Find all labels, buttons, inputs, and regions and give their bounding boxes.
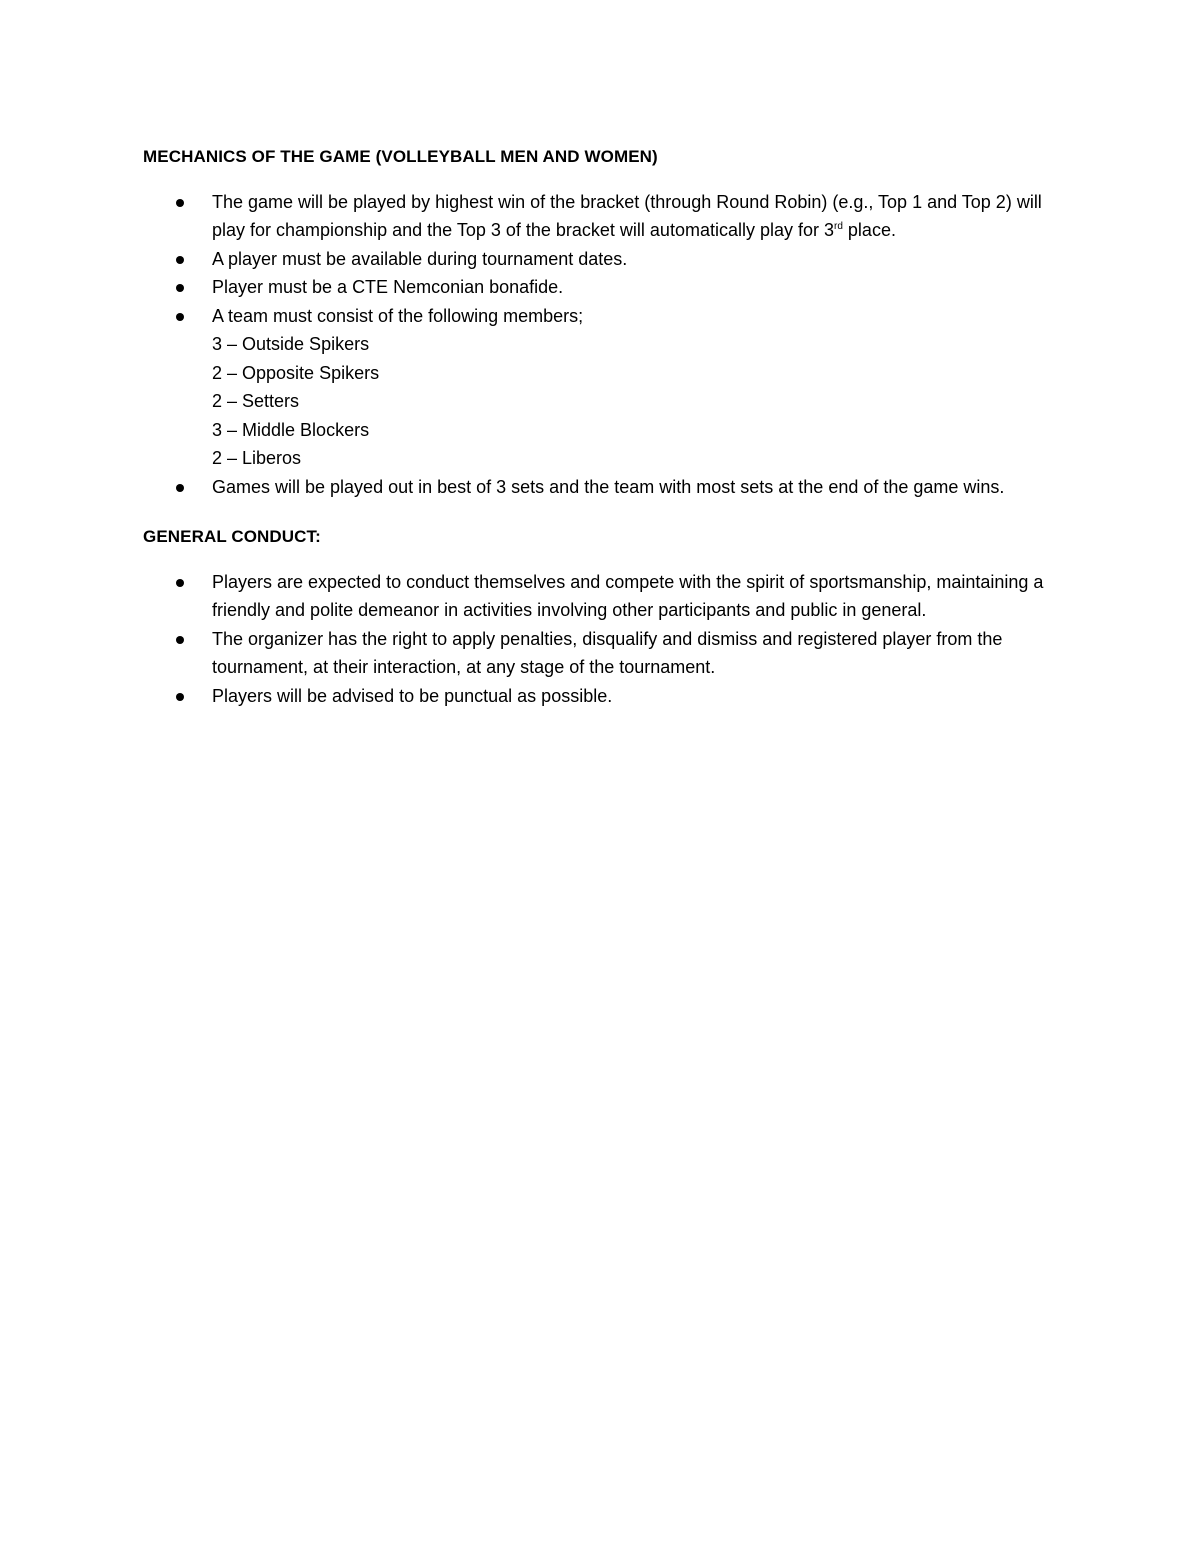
- bullet-icon: [176, 636, 184, 644]
- bullet-icon: [176, 484, 184, 492]
- bullet-icon: [176, 199, 184, 207]
- team-member-line: 3 – Middle Blockers: [212, 419, 370, 440]
- rule-text-tail: place.: [842, 220, 896, 240]
- rule-text: Players are expected to conduct themselves and compete with the spirit of sportsmanship, maintaining a friendly and polite demeanor in activities involving other participants and public in general.: [212, 571, 1044, 620]
- rule-text: A player must be available during tournament dates.: [212, 248, 628, 269]
- list-item: [143, 245, 1073, 274]
- list-item: [143, 473, 1073, 502]
- conduct-rules-list: [143, 568, 1073, 711]
- list-item: [143, 682, 1073, 711]
- team-member-line: 3 – Outside Spikers: [212, 334, 370, 354]
- list-item: [143, 568, 1073, 625]
- list-item: [143, 188, 1073, 245]
- rule-text: Players will be advised to be punctual as possible.: [212, 685, 613, 706]
- rule-text: Player must be a CTE Nemconian bonafide.: [212, 277, 564, 297]
- ordinal-suffix: rd: [834, 221, 843, 232]
- list-item: [143, 273, 1073, 302]
- rule-text: A team must consist of the following members;: [212, 305, 584, 326]
- team-member-line: 2 – Setters: [212, 391, 300, 411]
- mechanics-rules-list: [143, 188, 1073, 502]
- mechanics-heading: MECHANICS OF THE GAME (VOLLEYBALL MEN AND WOMEN): [143, 147, 658, 166]
- document-content: [143, 143, 1073, 710]
- list-item: [143, 625, 1073, 682]
- bullet-icon: [176, 693, 184, 701]
- team-member-line: 2 – Opposite Spikers: [212, 362, 380, 383]
- general-conduct-heading: GENERAL CONDUCT:: [143, 527, 321, 546]
- rule-text: Games will be played out in best of 3 sets and the team with most sets at the end of the game wins.: [212, 476, 1005, 497]
- bullet-icon: [176, 256, 184, 264]
- team-member-line: 2 – Liberos: [212, 448, 302, 468]
- list-item: [143, 302, 1073, 473]
- bullet-icon: [176, 579, 184, 587]
- rule-text: The organizer has the right to apply penalties, disqualify and dismiss and registered player from the tournament, at their interaction, at any stage of the tournament.: [212, 628, 1003, 677]
- bullet-icon: [176, 313, 184, 321]
- rule-text: The game will be played by highest win of the bracket (through Round Robin) (e.g., Top 1 and Top 2) will play for championship and the Top 3 of the bracket will automatically play for 3: [212, 191, 1042, 240]
- bullet-icon: [176, 284, 184, 292]
